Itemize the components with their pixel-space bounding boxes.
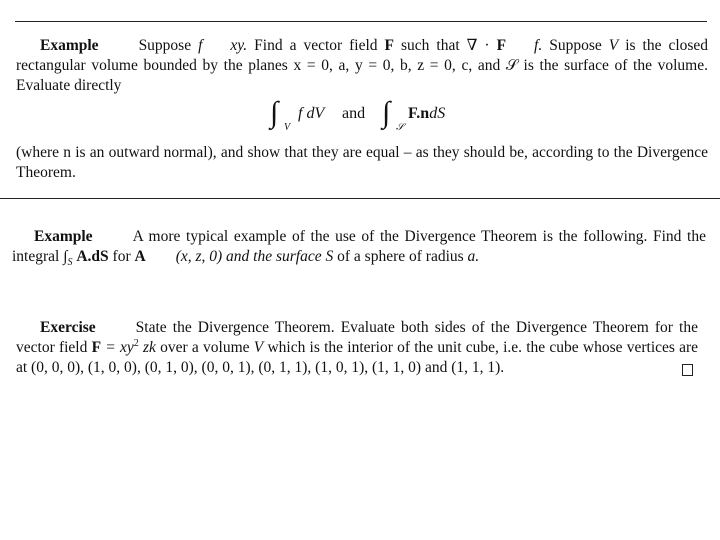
text: Suppose bbox=[549, 37, 602, 54]
var-f: f. bbox=[534, 37, 543, 54]
text: which is the interior of the unit cube, i.e. the cube whose vertices are bbox=[267, 339, 699, 356]
integral-subscript: S bbox=[67, 257, 73, 269]
text: over a volume bbox=[160, 339, 250, 356]
var-xy: xy. bbox=[230, 37, 248, 54]
qed-box-icon bbox=[682, 364, 693, 376]
var-A: A bbox=[134, 248, 146, 265]
exercise-line-2 bbox=[16, 338, 698, 358]
exercise-line-1 bbox=[16, 318, 698, 338]
example-1-continued bbox=[16, 143, 708, 183]
text: Find a vector field bbox=[254, 37, 378, 54]
var-F: F bbox=[91, 339, 102, 356]
text: integral ∫ bbox=[12, 248, 68, 265]
text: of a sphere of radius bbox=[337, 248, 464, 265]
text: vector field bbox=[16, 339, 88, 356]
integral-2-body: F.n bbox=[408, 105, 430, 122]
and-word: and bbox=[342, 105, 366, 122]
example-1-line-3: Evaluate directly bbox=[16, 77, 122, 94]
example-1-line-2: rectangular volume bounded by the planes x = 0, a, y = 0, b, z = 0, c, and 𝒮 is the surface of the volume. bbox=[16, 57, 708, 74]
example-2-line-1 bbox=[12, 227, 706, 247]
integral-sign-icon: ∫ bbox=[382, 96, 391, 129]
text: such that ∇ · bbox=[401, 37, 490, 54]
var-S: S bbox=[325, 248, 334, 265]
var-F: F bbox=[384, 37, 395, 54]
text: State the Divergence Theorem. Evaluate both sides of the Divergence Theorem for the bbox=[135, 319, 698, 336]
integral-2-subscript: 𝒮 bbox=[396, 122, 404, 133]
integral-1-body: f dV bbox=[298, 105, 325, 122]
middle-rule bbox=[0, 198, 720, 199]
integral-1-subscript: V bbox=[284, 122, 291, 133]
var-V: V bbox=[253, 339, 264, 356]
text: = xy bbox=[105, 339, 134, 356]
example-2-line-2 bbox=[12, 247, 706, 267]
integral-2-body-rest: dS bbox=[429, 105, 446, 122]
text: is the closed bbox=[625, 37, 709, 54]
example-1-label: Example bbox=[40, 37, 99, 54]
superscript: 2 bbox=[133, 337, 139, 349]
example-1-line-4: (where n is an outward normal), and show that they are equal – as they should be, according to the Divergence bbox=[16, 144, 708, 161]
example-2-label: Example bbox=[34, 228, 93, 245]
text: for bbox=[112, 248, 131, 265]
example-1 bbox=[16, 36, 708, 96]
var-F: F bbox=[496, 37, 507, 54]
var-f: f bbox=[198, 37, 203, 54]
exercise-label: Exercise bbox=[40, 319, 96, 336]
text: (x, z, 0) and the surface bbox=[175, 248, 322, 265]
var-V: V bbox=[608, 37, 619, 54]
integral-sign-icon: ∫ bbox=[270, 96, 279, 129]
text: Suppose bbox=[138, 37, 192, 54]
example-1-line-5: Theorem. bbox=[16, 164, 76, 181]
top-rule bbox=[15, 21, 707, 22]
exercise bbox=[16, 318, 698, 378]
exercise-line-3: at (0, 0, 0), (1, 0, 0), (0, 1, 0), (0, 0, 1), (0, 1, 1), (1, 0, 1), (1, 1, 0) and (1, 1, 1). bbox=[16, 359, 505, 376]
integral-expressions bbox=[270, 98, 470, 138]
example-1-line-1 bbox=[16, 36, 708, 56]
var-zk: zk bbox=[142, 339, 156, 356]
var-a: a. bbox=[467, 248, 480, 265]
text: A more typical example of the use of the Divergence Theorem is the following. Find the bbox=[132, 228, 706, 245]
var-A-dS: A.dS bbox=[76, 248, 109, 265]
example-2 bbox=[12, 227, 706, 267]
